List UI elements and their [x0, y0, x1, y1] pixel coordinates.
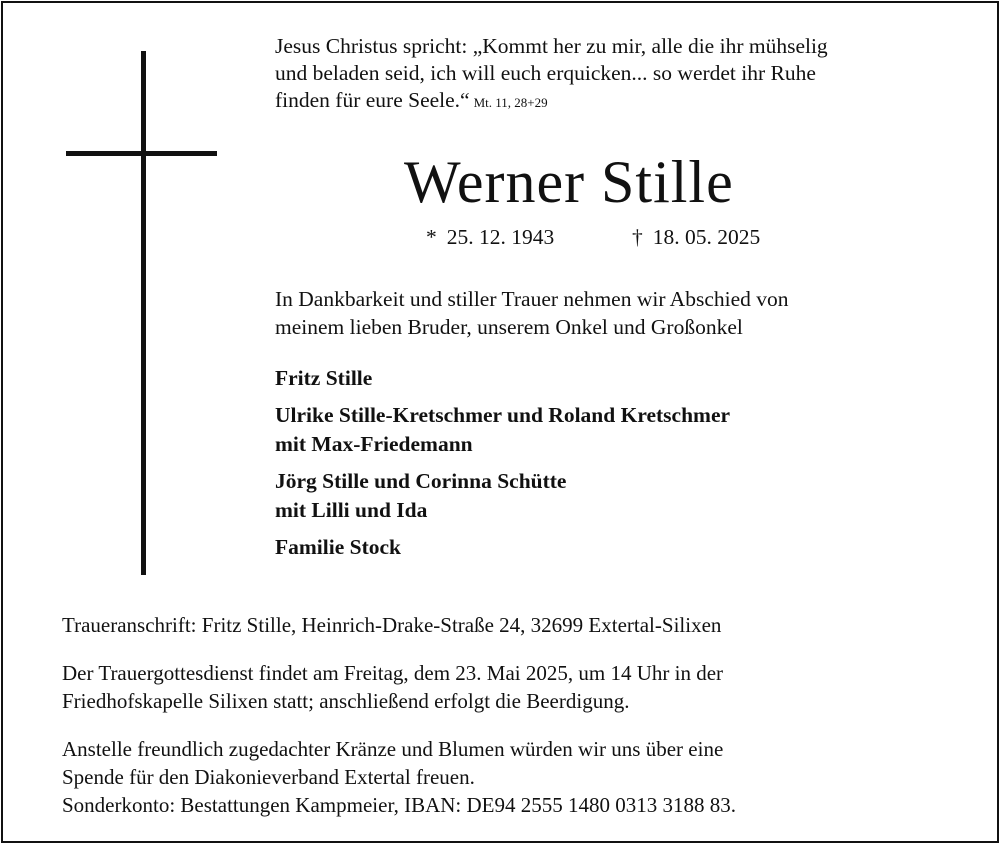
mourner-group	[275, 364, 975, 393]
death-date: 18. 05. 2025	[652, 225, 761, 249]
cross-horizontal-bar	[66, 151, 217, 156]
death-date-block	[632, 224, 760, 250]
birth-date: 25. 12. 1943	[446, 225, 555, 249]
mourners-list	[275, 364, 975, 570]
deceased-name: Werner Stille	[404, 149, 734, 215]
intro-line-2: meinem lieben Bruder, unserem Onkel und Großonkel	[275, 315, 743, 339]
mourner-group	[275, 401, 975, 459]
mourner-line: mit Lilli und Ida	[275, 498, 428, 522]
mourner-line: Jörg Stille und Corinna Schütte	[275, 469, 567, 493]
farewell-intro	[275, 285, 975, 341]
mourner-line: mit Max-Friedemann	[275, 432, 473, 456]
verse-line-3	[275, 87, 975, 116]
donation-line-1: Anstelle freundlich zugedachter Kränze und Blumen würden wir uns über eine	[62, 737, 724, 761]
bible-verse	[275, 33, 975, 116]
mourning-address	[62, 611, 962, 639]
mourner-group	[275, 467, 975, 525]
verse-line-2: und beladen seid, ich will euch erquicken... so werdet ihr Ruhe	[275, 61, 816, 85]
intro-line-1: In Dankbarkeit und stiller Trauer nehmen wir Abschied von	[275, 287, 789, 311]
donation-info	[62, 735, 962, 819]
donation-line-3: Sonderkonto: Bestattungen Kampmeier, IBAN: DE94 2555 1480 0313 3188 83.	[62, 793, 736, 817]
cross-vertical-bar	[141, 51, 146, 575]
address-line: Traueranschrift: Fritz Stille, Heinrich-Drake-Straße 24, 32699 Extertal-Silixen	[62, 613, 722, 637]
death-symbol: †	[632, 225, 643, 249]
mourner-line: Fritz Stille	[275, 366, 373, 390]
mourner-group	[275, 533, 975, 562]
funeral-service-info	[62, 659, 962, 715]
service-line-2: Friedhofskapelle Silixen statt; anschließend erfolgt die Beerdigung.	[62, 689, 630, 713]
verse-line-1: Jesus Christus spricht: „Kommt her zu mir, alle die ihr mühselig	[275, 34, 828, 58]
mourner-line: Ulrike Stille-Kretschmer und Roland Kretschmer	[275, 403, 731, 427]
mourner-line: Familie Stock	[275, 535, 401, 559]
donation-line-2: Spende für den Diakonieverband Extertal freuen.	[62, 765, 475, 789]
birth-symbol: *	[426, 225, 437, 249]
verse-line-3-text: finden für eure Seele.“	[275, 88, 470, 112]
verse-reference: Mt. 11, 28+29	[473, 95, 548, 110]
service-line-1: Der Trauergottesdienst findet am Freitag, dem 23. Mai 2025, um 14 Uhr in der	[62, 661, 724, 685]
birth-date-block	[426, 224, 554, 250]
